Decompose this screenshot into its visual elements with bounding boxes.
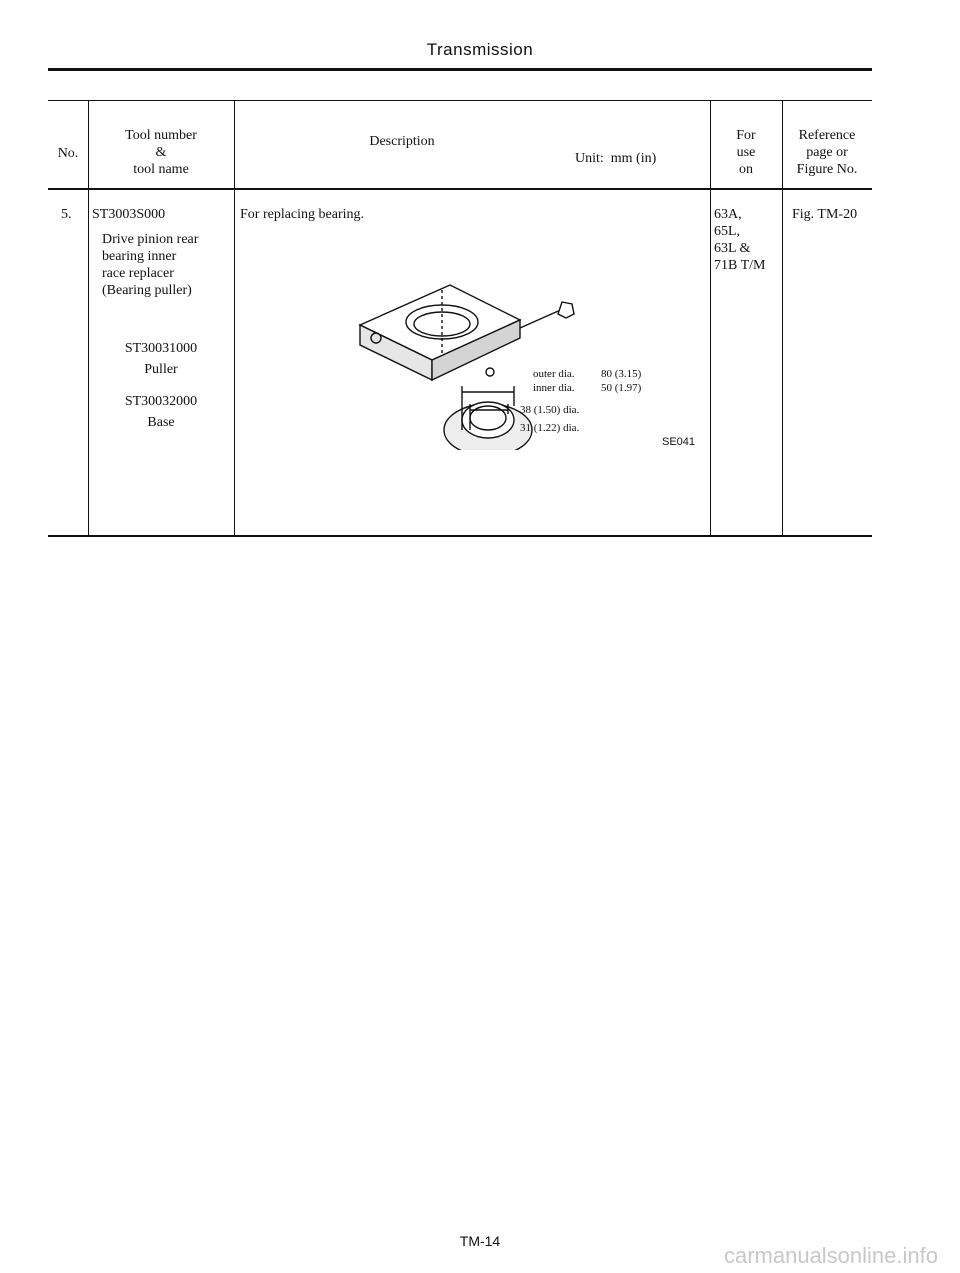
outer-dia-label: outer dia. xyxy=(533,368,575,380)
header-tool xyxy=(88,127,234,178)
dimension-38: 38 (1.50) dia. xyxy=(520,404,580,416)
inner-dia-label: inner dia. xyxy=(533,382,575,394)
tool-name xyxy=(102,231,198,299)
watermark: carmanualsonline.info xyxy=(723,1243,938,1268)
header-rule xyxy=(48,68,872,71)
header-reference xyxy=(782,127,872,178)
for-use-line: 65L, xyxy=(714,224,741,239)
dimension-31: 31 (1.22) dia. xyxy=(520,422,580,434)
header-ref-line: page or xyxy=(806,145,848,160)
component-name: Base xyxy=(147,415,175,430)
header-ref-line: Reference xyxy=(798,128,856,143)
page-title: Transmission xyxy=(426,40,534,59)
tool-table xyxy=(48,100,872,537)
table-header-rule xyxy=(48,188,872,190)
for-use-line: 63A, xyxy=(714,207,742,222)
header-for-line: use xyxy=(736,145,756,160)
header-for-line: on xyxy=(739,162,753,177)
bearing-puller-illustration xyxy=(340,280,730,450)
for-use-line: 63L & xyxy=(714,241,751,256)
tool-number: ST3003S000 xyxy=(92,207,166,222)
component-puller xyxy=(88,340,234,378)
outer-dia-value: 80 (3.15) xyxy=(601,368,642,380)
description-text: For replacing bearing. xyxy=(240,207,365,222)
header-tool-line: Tool number xyxy=(125,128,197,143)
header-for-use xyxy=(710,127,782,178)
header-no: No. xyxy=(57,146,79,161)
tool-name-line: bearing inner xyxy=(102,249,177,264)
component-name: Puller xyxy=(144,362,178,377)
inner-dia-value: 50 (1.97) xyxy=(601,382,642,394)
for-use-on xyxy=(714,206,765,274)
tool-name-line: race replacer xyxy=(102,266,174,281)
for-use-line: 71B T/M xyxy=(714,258,766,273)
figure-code: SE041 xyxy=(662,436,696,448)
component-number: ST30032000 xyxy=(124,394,198,409)
header-tool-line: tool name xyxy=(133,162,189,177)
header-description: Description xyxy=(369,134,435,149)
component-number: ST30031000 xyxy=(124,341,198,356)
table-top-rule xyxy=(48,100,872,101)
header-tool-line: & xyxy=(155,145,167,160)
row-no: 5. xyxy=(61,207,72,222)
tool-name-line: (Bearing puller) xyxy=(102,283,192,298)
reference-figure: Fig. TM-20 xyxy=(792,207,858,222)
header-for-line: For xyxy=(736,128,756,143)
page-number: TM-14 xyxy=(459,1233,501,1249)
table-bottom-rule xyxy=(48,535,872,537)
header-ref-line: Figure No. xyxy=(796,162,858,177)
header-unit: Unit: mm (in) xyxy=(575,151,657,166)
component-base xyxy=(88,393,234,431)
column-divider xyxy=(234,100,235,537)
tool-name-line: Drive pinion rear xyxy=(102,232,199,247)
